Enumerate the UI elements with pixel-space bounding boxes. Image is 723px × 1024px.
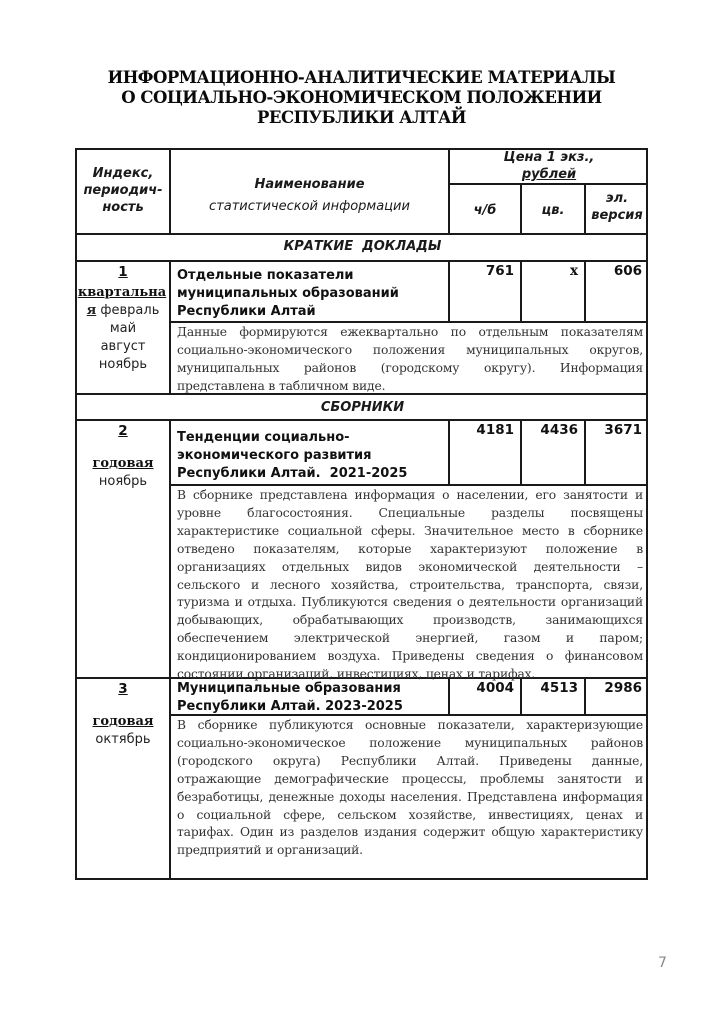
divider xyxy=(77,233,646,235)
item-number: 2 xyxy=(118,423,128,439)
item-name-line: Республики Алтай xyxy=(177,304,316,319)
item-3-price-electronic: 2986 xyxy=(604,680,642,696)
item-number: 3 xyxy=(118,681,128,697)
item-months xyxy=(77,302,169,320)
item-period: годовая xyxy=(92,714,154,729)
title-line-1: ИНФОРМАЦИОННО-АНАЛИТИЧЕСКИЕ МАТЕРИАЛЫ xyxy=(107,68,616,87)
item-2-price-electronic: 3671 xyxy=(604,422,642,438)
item-name-line: Республики Алтай. 2021-2025 xyxy=(177,466,408,481)
item-month: ноябрь xyxy=(98,357,148,372)
item-name-line: муниципальных образований xyxy=(177,286,399,301)
item-period: квартальна xyxy=(77,285,167,300)
item-1-price-color: х xyxy=(569,263,578,279)
header-electronic-line: версия xyxy=(591,208,643,223)
header-electronic-line: эл. xyxy=(605,191,629,206)
item-month: май xyxy=(109,321,137,336)
item-month: август xyxy=(100,339,146,354)
item-period: годовая xyxy=(92,456,154,471)
item-2-price-bw: 4181 xyxy=(476,422,514,438)
item-period-wrap: я xyxy=(86,303,97,318)
item-name-line: Республики Алтай. 2023-2025 xyxy=(177,699,403,714)
item-3-price-bw: 4004 xyxy=(476,680,514,696)
item-name-line: Муниципальные образования xyxy=(177,681,401,696)
header-name-line: статистической информации xyxy=(209,199,410,214)
publications-table xyxy=(75,148,648,880)
header-price-line: Цена 1 экз., xyxy=(503,150,595,165)
header-index xyxy=(77,165,169,216)
section-short-reports: КРАТКИЕ ДОКЛАДЫ xyxy=(283,239,442,254)
header-index-line: ность xyxy=(102,200,144,215)
item-2-description: В сборнике представлена информация о населении, его занятости и уровне благосостояния. Специальные разделы посвящены характеристике социальной сферы. Значительное место в сборнике отведено показателям, которые характеризуют положение в организациях отдельных видов экономической деятельности – сельского и лесного хозяйства, строительства, транспорта, связи, туризма и отдыха. Публикуются сведения о деятельности организаций добывающих, обрабатывающих производств, занимающихся обеспечением электрической энергией, газом и паром; кондиционированием воздуха. Приведены сведения о финансовом состоянии организаций, инвестициях, ценах и тарифах. xyxy=(177,488,643,682)
divider xyxy=(170,484,646,486)
header-name xyxy=(171,174,448,218)
item-2-index xyxy=(77,423,169,491)
header-price xyxy=(450,149,648,183)
title-line-3: РЕСПУБЛИКИ АЛТАЙ xyxy=(256,108,467,127)
divider xyxy=(77,260,646,262)
divider xyxy=(448,183,648,185)
header-bw: ч/б xyxy=(473,203,497,218)
item-1-price-bw: 761 xyxy=(485,263,514,279)
item-1-description: Данные формируются ежеквартально по отдельным показателям социально-экономического положения муниципальных округов, муниципальных районов (городскому округу). Информация представлена в табличном виде. xyxy=(177,325,643,393)
item-name-line: Отдельные показатели xyxy=(177,268,354,283)
page-number: 7 xyxy=(658,955,667,971)
item-name-line: экономического развития xyxy=(177,448,372,463)
header-name-line: Наименование xyxy=(254,177,365,192)
divider xyxy=(77,419,646,421)
section-collections: СБОРНИКИ xyxy=(320,400,405,415)
title-line-2: О СОЦИАЛЬНО-ЭКОНОМИЧЕСКОМ ПОЛОЖЕНИИ xyxy=(121,88,602,107)
item-month: октябрь xyxy=(95,732,151,747)
item-number: 1 xyxy=(118,264,128,280)
item-3-description: В сборнике публикуются основные показатели, характеризующие социально-экономическое положение муниципальных районов (городского округа) Республики Алтай. Приведены данные, отражающие демографические процессы, проблемы занятости и безработицы, денежные доходы населения. Представлена информация о социальной сфере, сельском хозяйстве, инвестициях, ценах и тарифах. Один из разделов издания содержит общую характеристику предприятий и организаций. xyxy=(177,718,643,858)
header-index-line: периодич- xyxy=(83,183,163,198)
header-electronic xyxy=(586,190,648,224)
item-3-index xyxy=(77,681,169,749)
header-price-line: рублей xyxy=(521,167,577,182)
item-month: февраль xyxy=(100,303,160,318)
item-1-index xyxy=(77,264,169,374)
item-2-price-color: 4436 xyxy=(540,422,578,438)
item-month: ноябрь xyxy=(98,474,148,489)
item-name-line: Тенденции социально- xyxy=(177,430,350,445)
item-3-name xyxy=(171,680,448,716)
item-3-price-color: 4513 xyxy=(540,680,578,696)
item-1-name xyxy=(171,267,448,321)
item-2-name xyxy=(171,429,448,483)
document-title xyxy=(0,68,723,128)
divider xyxy=(170,321,646,323)
header-color: цв. xyxy=(541,203,565,218)
header-index-line: Индекс, xyxy=(92,166,154,181)
item-1-price-electronic: 606 xyxy=(613,263,642,279)
